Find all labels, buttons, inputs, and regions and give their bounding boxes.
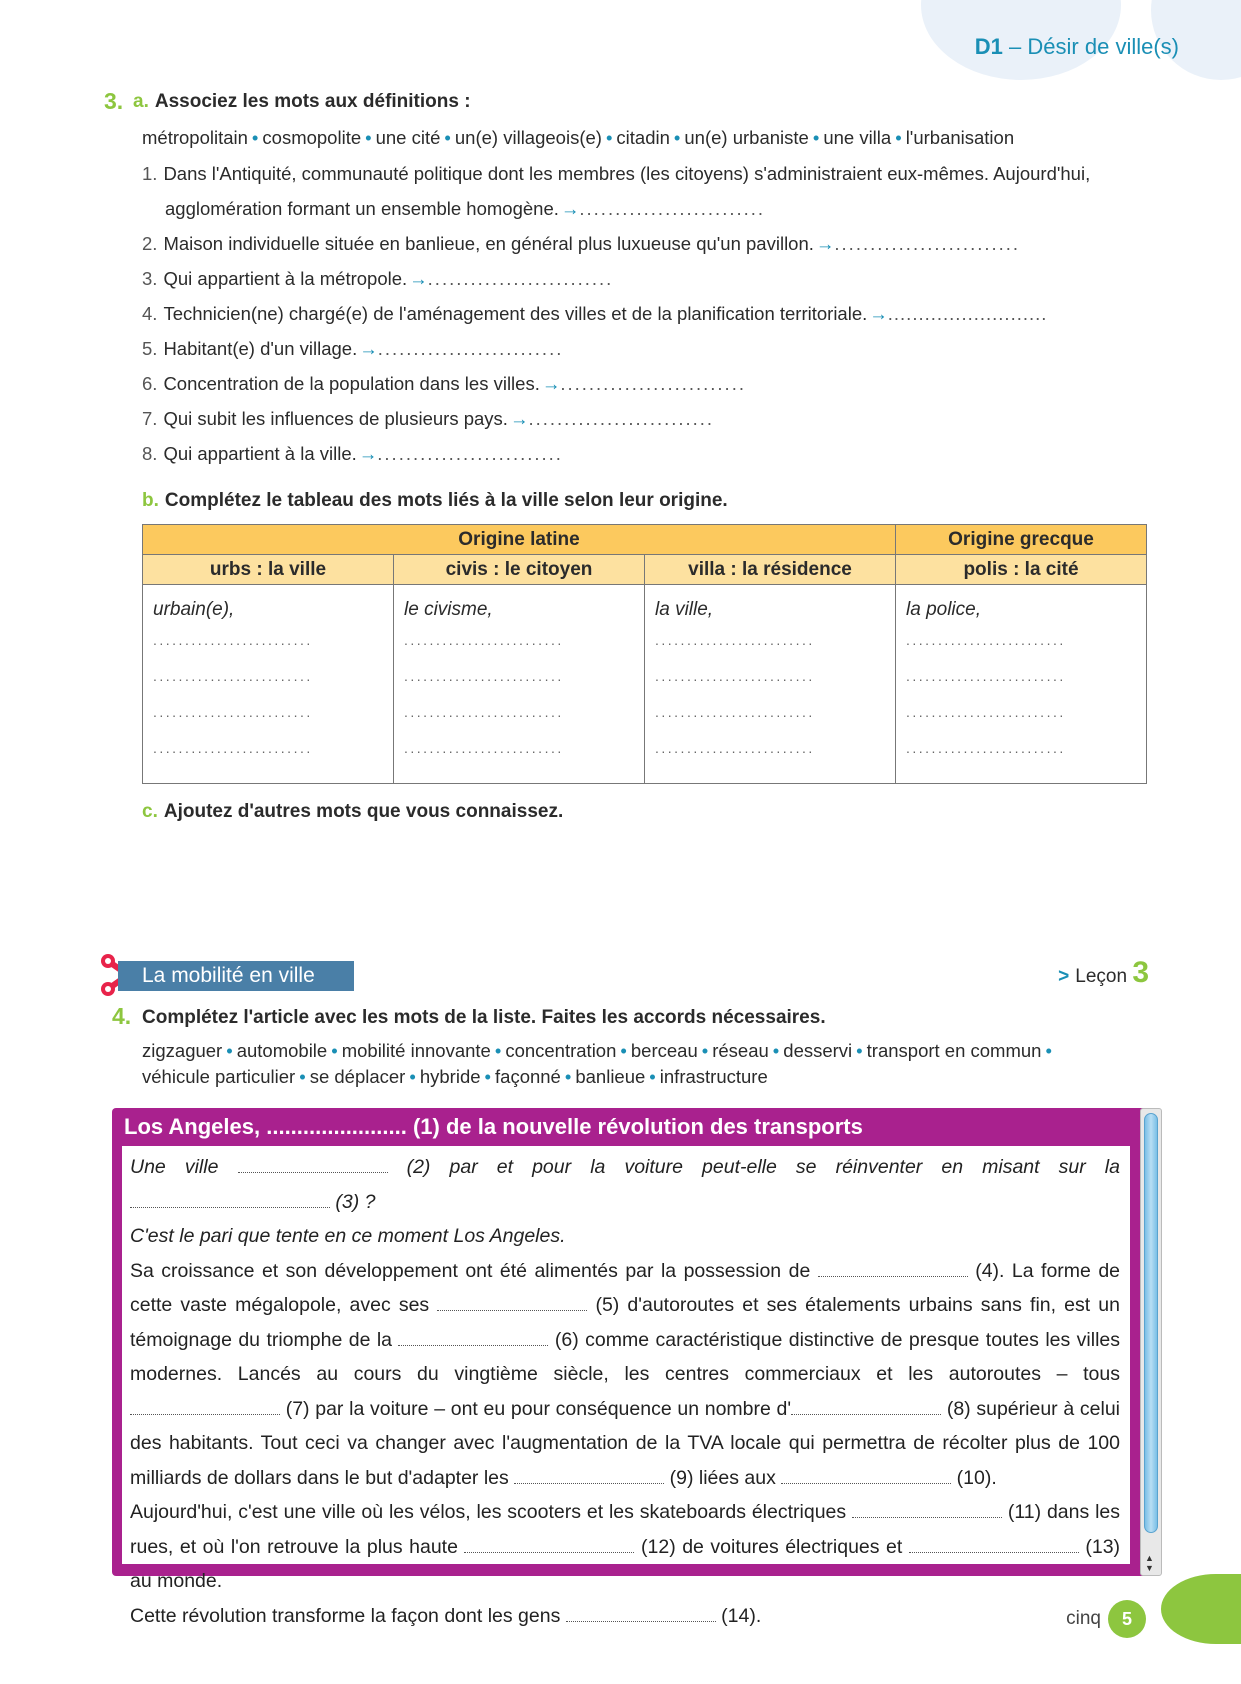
- article-paragraph: [130, 1599, 1120, 1634]
- definition-item: [142, 303, 1047, 325]
- bullet: •: [605, 127, 613, 148]
- answer-blank[interactable]: ..........................: [377, 443, 563, 464]
- exercise-3c-instruction: [142, 801, 563, 823]
- answer-blank[interactable]: [852, 1502, 1002, 1518]
- answer-blank[interactable]: ..........................: [427, 268, 614, 289]
- title-start: Los Angeles,: [124, 1114, 261, 1139]
- example-word: la ville,: [655, 599, 714, 620]
- table-cell[interactable]: [394, 585, 645, 784]
- definition-text: Maison individuelle située en banlieue, en général plus luxueuse qu'un pavillon.: [163, 233, 814, 254]
- definition-number: 8.: [142, 443, 158, 464]
- table-cell[interactable]: [143, 585, 394, 784]
- arrow-right-icon: →: [869, 303, 888, 324]
- scroll-arrows-icon[interactable]: ▲ ▼: [1145, 1553, 1154, 1573]
- answer-blank[interactable]: .......................: [266, 1114, 407, 1139]
- answer-blank[interactable]: [514, 1468, 664, 1484]
- article-text: C'est le pari que tente en ce moment Los Angeles.: [130, 1225, 566, 1247]
- answer-blank[interactable]: .........................: [906, 632, 1066, 648]
- definition-text: Qui appartient à la métropole.: [163, 268, 408, 289]
- article-text: Une ville: [130, 1156, 219, 1178]
- answer-blank[interactable]: .........................: [404, 668, 564, 684]
- article-text: (9) liées aux: [669, 1466, 776, 1489]
- bullet: •: [484, 1066, 492, 1087]
- exercise-4-instruction: Complétez l'article avec les mots de la liste. Faites les accords nécessaires.: [142, 1007, 826, 1028]
- answer-blank[interactable]: ..........................: [834, 233, 1021, 254]
- answer-blank[interactable]: .........................: [655, 704, 815, 720]
- page-number: 5: [1108, 1600, 1146, 1638]
- answer-blank[interactable]: .........................: [906, 704, 1066, 720]
- answer-blank[interactable]: .........................: [153, 632, 313, 648]
- bullet: •: [673, 127, 681, 148]
- answer-blank[interactable]: .........................: [153, 668, 313, 684]
- answer-blank[interactable]: [818, 1261, 968, 1277]
- word: façonné: [495, 1066, 561, 1087]
- word: véhicule particulier: [142, 1066, 296, 1087]
- arrow-right-icon: →: [509, 408, 529, 429]
- bullet: •: [649, 1066, 656, 1087]
- bullet: •: [1045, 1040, 1052, 1061]
- word: un(e) urbaniste: [684, 127, 809, 148]
- exercise-3b-instruction: [142, 490, 728, 512]
- word: l'urbanisation: [905, 127, 1015, 148]
- word-list-3a: [142, 127, 1014, 149]
- arrow-right-icon: →: [359, 338, 378, 359]
- bullet: •: [331, 1040, 338, 1061]
- article-intro: [130, 1150, 1120, 1254]
- answer-blank[interactable]: [566, 1606, 716, 1622]
- article-paragraph: [130, 1254, 1120, 1496]
- answer-blank[interactable]: [130, 1192, 330, 1208]
- column-header: urbs : la ville: [143, 555, 394, 585]
- lesson-banner: La mobilité en ville: [118, 961, 354, 991]
- article-text: (11) dans les rues, et où l'on retrouve la plus haute: [130, 1501, 1121, 1558]
- word: hybride: [419, 1066, 481, 1087]
- answer-blank[interactable]: [130, 1399, 280, 1415]
- answer-blank[interactable]: .........................: [153, 740, 313, 756]
- bullet: •: [812, 127, 820, 148]
- definition-text: agglomération formant un ensemble homogène.: [165, 198, 559, 219]
- article-scrollbar[interactable]: [1140, 1108, 1162, 1576]
- article-text: (6) comme caractéristique distinctive de presque toutes les villes modernes. Lancés au cours du vingtième siècle, les centres commerciaux et les autoroutes – tous: [130, 1328, 1121, 1385]
- arrow-right-icon: →: [409, 268, 428, 289]
- word: automobile: [236, 1040, 328, 1061]
- article-text: (7) par la voiture – ont eu pour conséquence un nombre d': [285, 1397, 792, 1420]
- instruction-text: Ajoutez d'autres mots que vous connaissez.: [163, 801, 564, 822]
- example-word: urbain(e),: [153, 599, 235, 620]
- definition-number: 1.: [142, 163, 158, 184]
- answer-blank[interactable]: .........................: [906, 668, 1066, 684]
- example-word: la police,: [906, 599, 981, 620]
- word: réseau: [712, 1040, 769, 1061]
- word-list-4-line1: [142, 1040, 1056, 1062]
- table-cell[interactable]: [896, 585, 1147, 784]
- article-text: Cette révolution transforme la façon dont les gens: [130, 1604, 561, 1627]
- chapter-code: D1: [974, 34, 1003, 59]
- bullet: •: [772, 1040, 780, 1061]
- column-header: civis : le citoyen: [394, 555, 645, 585]
- arrow-right-icon: →: [358, 443, 378, 464]
- definition-number: 7.: [142, 408, 158, 429]
- article-text: (14).: [721, 1604, 762, 1627]
- definition-item: [142, 338, 563, 360]
- sub-letter-b: b.: [142, 490, 159, 511]
- arrow-right-icon: →: [560, 198, 580, 219]
- definition-item: [142, 233, 1020, 255]
- definition-number: 2.: [142, 233, 158, 254]
- example-word: le civisme,: [404, 599, 493, 620]
- definition-item: [142, 163, 1090, 185]
- column-header: polis : la cité: [896, 555, 1147, 585]
- bullet: •: [564, 1066, 572, 1087]
- instruction-text: Complétez le tableau des mots liés à la ville selon leur origine.: [164, 490, 728, 511]
- answer-blank[interactable]: .........................: [404, 632, 564, 648]
- column-header: villa : la résidence: [645, 555, 896, 585]
- table-row: [143, 585, 1147, 784]
- bullet: •: [251, 127, 259, 148]
- definition-item: [142, 268, 613, 290]
- definition-number: 6.: [142, 373, 158, 394]
- article-text: (13) au monde.: [130, 1535, 1121, 1592]
- word: zigzaguer: [142, 1040, 223, 1061]
- group-header-greek: Origine grecque: [896, 525, 1147, 555]
- definition-text: Concentration de la population dans les villes.: [163, 373, 540, 394]
- table-cell[interactable]: [645, 585, 896, 784]
- word: transport en commun: [866, 1040, 1042, 1061]
- lesson-reference[interactable]: [1058, 956, 1149, 990]
- sub-letter-a: a.: [133, 91, 149, 112]
- word: concentration: [505, 1040, 617, 1061]
- definition-text: Habitant(e) d'un village.: [163, 338, 358, 359]
- word: métropolitain: [142, 127, 248, 148]
- exercise-3a-instruction: [133, 91, 471, 113]
- chapter-title: Désir de ville(s): [1027, 34, 1179, 59]
- page-number-word: cinq: [1066, 1608, 1101, 1629]
- definition-number: 4.: [142, 303, 158, 324]
- scroll-thumb[interactable]: [1144, 1113, 1158, 1533]
- article-text: (8) supérieur à celui des habitants. Tout ceci va changer avec l'augmentation de la TVA locale qui permettra de récolter plus de 100 milliards de dollars dans le but d'adapter les: [130, 1397, 1121, 1489]
- bullet: •: [299, 1066, 306, 1087]
- exercise-3-number: 3.: [104, 88, 124, 114]
- word: une cité: [375, 127, 441, 148]
- definition-item: [142, 443, 563, 465]
- article-text: Aujourd'hui, c'est une ville où les vélos, les scooters et les skateboards électriques: [130, 1501, 847, 1523]
- answer-blank[interactable]: .........................: [906, 740, 1066, 756]
- word: se déplacer: [309, 1066, 406, 1087]
- bullet: •: [226, 1040, 233, 1061]
- title-end: (1) de la nouvelle révolution des transports: [412, 1114, 863, 1139]
- definition-item: [142, 373, 746, 395]
- bullet: •: [409, 1066, 416, 1087]
- answer-blank[interactable]: [238, 1157, 388, 1173]
- article-title: [124, 1114, 863, 1140]
- word: infrastructure: [659, 1066, 768, 1087]
- word-list-4-line2: [142, 1066, 768, 1088]
- instruction-text: Associez les mots aux définitions :: [154, 91, 471, 112]
- word: desservi: [783, 1040, 853, 1061]
- answer-blank[interactable]: .........................: [404, 704, 564, 720]
- answer-blank[interactable]: [781, 1468, 951, 1484]
- definition-text: Dans l'Antiquité, communauté politique dont les membres (les citoyens) s'administraient eux-mêmes. Aujourd'hui,: [163, 163, 1091, 184]
- answer-blank[interactable]: [437, 1295, 587, 1311]
- chapter-separator: –: [1009, 34, 1022, 59]
- table-column-row: [143, 555, 1147, 585]
- article-text: (2) par et pour la voiture peut-elle se réinventer en misant sur la: [406, 1156, 1120, 1178]
- bullet: •: [895, 127, 902, 148]
- origin-table: [142, 524, 1147, 784]
- group-header-latin: Origine latine: [143, 525, 896, 555]
- answer-blank[interactable]: [398, 1330, 548, 1346]
- sub-letter-c: c.: [142, 801, 158, 822]
- article-text: (10).: [956, 1466, 997, 1489]
- answer-blank[interactable]: ..........................: [377, 338, 564, 359]
- word: un(e) villageois(e): [454, 127, 602, 148]
- bullet: •: [444, 127, 451, 148]
- definition-item-continued: [165, 198, 765, 220]
- chevron-right-icon: >: [1058, 966, 1070, 987]
- bullet: •: [701, 1040, 709, 1061]
- article-text: (4). La forme de cette vaste mégalopole, avec ses: [130, 1259, 1121, 1316]
- definition-text: Technicien(ne) chargé(e) de l'aménagement des villes et de la planification territoriale.: [163, 303, 868, 324]
- article-paragraph: [130, 1495, 1120, 1599]
- article-text: (3) ?: [335, 1190, 376, 1213]
- answer-blank[interactable]: .........................: [655, 740, 815, 756]
- word: cosmopolite: [262, 127, 362, 148]
- answer-blank[interactable]: ..........................: [528, 408, 715, 429]
- bullet: •: [365, 127, 372, 148]
- definition-text: Qui subit les influences de plusieurs pays.: [163, 408, 508, 429]
- word: une villa: [823, 127, 892, 148]
- lesson-label: Leçon: [1075, 966, 1128, 987]
- answer-blank[interactable]: ..........................: [560, 373, 746, 394]
- answer-blank[interactable]: .........................: [153, 704, 313, 720]
- answer-blank[interactable]: [791, 1399, 941, 1415]
- answer-blank[interactable]: ..........................: [579, 198, 766, 219]
- lesson-number: 3: [1132, 956, 1149, 989]
- article-text: (12) de voitures électriques et: [641, 1535, 903, 1558]
- definition-number: 3.: [142, 268, 158, 289]
- decorative-leaf: [1161, 1574, 1241, 1644]
- answer-blank[interactable]: [909, 1537, 1079, 1553]
- definition-item: [142, 408, 714, 430]
- chapter-header: [975, 34, 1179, 60]
- answer-blank[interactable]: .........................: [655, 668, 815, 684]
- answer-blank[interactable]: .........................: [404, 740, 564, 756]
- answer-blank[interactable]: .........................: [655, 632, 815, 648]
- definition-text: Qui appartient à la ville.: [163, 443, 357, 464]
- arrow-right-icon: →: [815, 233, 835, 254]
- answer-blank[interactable]: ..........................: [887, 303, 1048, 324]
- word: citadin: [616, 127, 670, 148]
- table-group-row: [143, 525, 1147, 555]
- answer-blank[interactable]: [464, 1537, 634, 1553]
- bullet: •: [494, 1040, 502, 1061]
- word: mobilité innovante: [341, 1040, 491, 1061]
- article-text: Sa croissance et son développement ont été alimentés par la possession de: [130, 1259, 811, 1282]
- word: banlieue: [575, 1066, 646, 1087]
- article-text: (5) d'autoroutes et ses étalements urbains sans fin, est un témoignage du triomphe de la: [130, 1294, 1121, 1351]
- word: berceau: [630, 1040, 698, 1061]
- arrow-right-icon: →: [541, 373, 561, 394]
- definition-number: 5.: [142, 338, 158, 359]
- exercise-4-number: 4.: [112, 1003, 132, 1029]
- bullet: •: [620, 1040, 627, 1061]
- bullet: •: [856, 1040, 863, 1061]
